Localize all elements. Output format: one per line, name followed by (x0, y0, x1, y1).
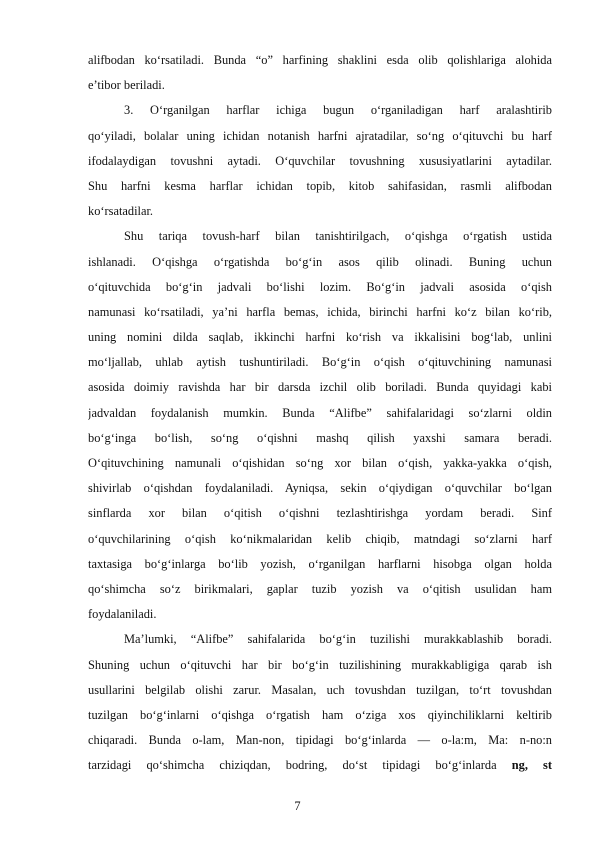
text-line: O‘qituvchining namunali o‘qishidan so‘ng xor bilan o‘qish, yakka-yakka o‘qish, (88, 456, 552, 470)
text-line: jadvaldan foydalanish mumkin. Bunda “Alifbe” sahifalaridagi so‘zlarni oldin (88, 405, 552, 420)
bold-term: ng, st (511, 758, 552, 773)
text-line: tuzilgan bo‘g‘inlarni o‘qishga o‘rgatish ham o‘ziga xos qiyinchiliklarni keltirib (88, 707, 552, 722)
document-page (88, 48, 552, 778)
text-line: o‘quvchilarining o‘qish ko‘nikmalaridan kelib chiqib, matndagi so‘zlarni harf (88, 531, 552, 546)
text-line: ko‘rsatadilar. (88, 204, 154, 219)
text-line: o‘qituvchida bo‘g‘in jadvali bo‘lishi lozim. Bo‘g‘in jadvali asosida o‘qish (88, 279, 552, 294)
text-line: e’tibor beriladi. (88, 78, 165, 93)
text-line: Ma’lumki, “Alifbe” sahifalarida bo‘g‘in tuzilishi murakkablashib boradi. (124, 632, 552, 647)
text-line: namunasi ko‘rsatiladi, ya’ni harfla bemas, ichida, birinchi harfni ko‘z bilan ko‘rib, (88, 304, 552, 319)
text-line: ifodalaydigan tovushni aytadi. O‘quvchilar tovushning xususiyatlarini aytadilar. (88, 153, 552, 168)
text-line-content: tarzidagi qo‘shimcha chiziqdan, bodring, do‘st tipidagi bo‘g‘inlarda (88, 758, 497, 773)
text-line: chiqaradi. Bunda o-lam, Man-non, tipidagi bo‘g‘inlarda — o-la:m, Ma: n-no:n (88, 733, 552, 748)
text-line: taxtasiga bo‘g‘inlarga bo‘lib yozish, o‘rganilgan harflarni hisobga olgan holda (88, 556, 552, 571)
text-line: qo‘shimcha so‘z birikmalari, gaplar tuzib yozish va o‘qitish usulidan ham (88, 581, 552, 596)
text-line: asosida doimiy ravishda har bir darsda izchil olib boriladi. Bunda quyidagi kabi (88, 380, 552, 395)
text-line: ishlanadi. O‘qishga o‘rgatishda bo‘g‘in asos qilib olinadi. Buning uchun (88, 254, 552, 269)
text-line: Shuning uchun o‘qituvchi har bir bo‘g‘in tuzilishining murakkabligiga qarab ish (88, 657, 552, 672)
text-line: qo‘yiladi, bolalar uning ichidan notanish harfni ajratadilar, so‘ng o‘qituvchi bu harf (88, 128, 552, 143)
text-line: sinflarda xor bilan o‘qitish o‘qishni tezlashtirishga yordam beradi. Sinf (88, 506, 552, 521)
page-number: 7 (294, 799, 301, 813)
text-line: Shu harfni kesma harflar ichidan topib, kitob sahifasidan, rasmli alifbodan (88, 178, 552, 193)
text-line: usullarini belgilab olishi zarur. Masalan, uch tovushdan tuzilgan, to‘rt tovushdan (88, 682, 552, 697)
text-line: 3. O‘rganilgan harflar ichiga bugun o‘rganiladigan harf aralashtirib (124, 103, 552, 118)
text-line: mo‘ljallab, uhlab aytish tushuntiriladi. Bo‘g‘in o‘qish o‘qituvchining namunasi (88, 355, 552, 370)
text-line: shivirlab o‘qishdan foydalaniladi. Ayniqsa, sekin o‘qiydigan o‘quvchilar bo‘lgan (88, 481, 552, 496)
text-line: Shu tariqa tovush-harf bilan tanishtirilgach, o‘qishga o‘rgatish ustida (124, 229, 552, 244)
text-line (88, 753, 552, 778)
text-line: alifbodan ko‘rsatiladi. Bunda “o” harfining shaklini esda olib qolishlariga alohida (88, 53, 552, 67)
text-line: bo‘g‘inga bo‘lish, so‘ng o‘qishni mashq qilish yaxshi samara beradi. (88, 430, 552, 445)
text-line: uning nomini dilda saqlab, ikkinchi harfni ko‘rish va ikkalisini bog‘lab, unlini (88, 330, 552, 345)
text-line: foydalaniladi. (88, 607, 157, 622)
